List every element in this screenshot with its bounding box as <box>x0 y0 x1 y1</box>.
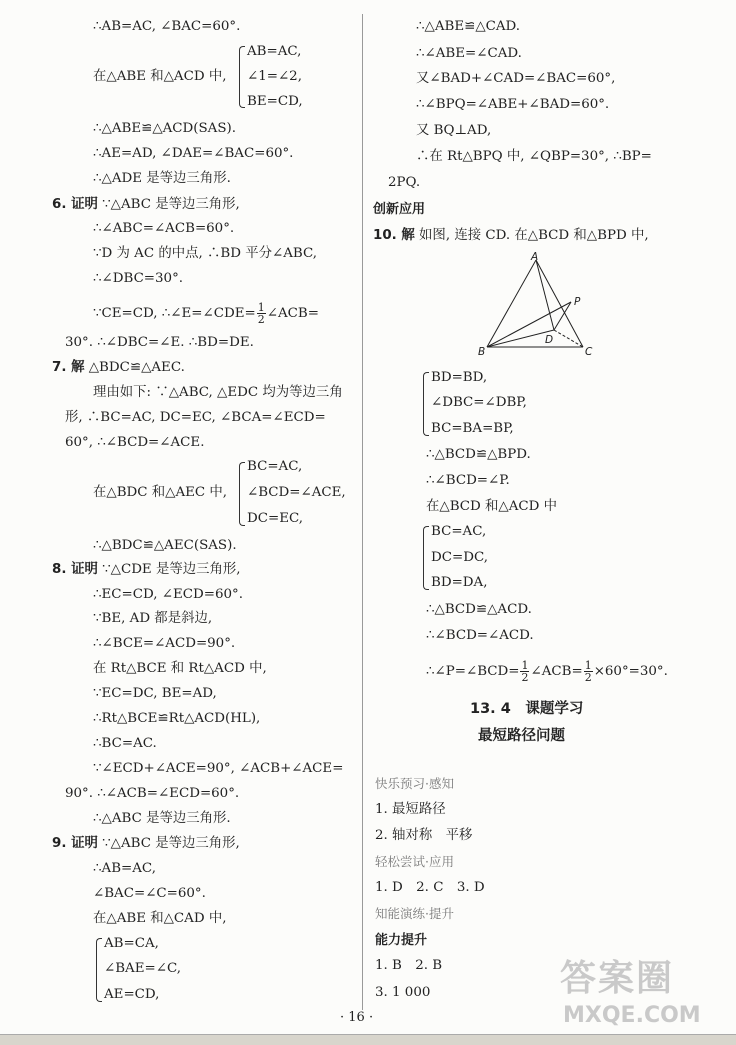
section-heading: 创新应用 <box>373 202 426 217</box>
text-line: 又∠BAD+∠CAD=∠BAC=60°, <box>416 71 616 86</box>
problem-number: 6. 证明 <box>52 197 98 212</box>
section-subtitle: 最短路径问题 <box>478 728 565 744</box>
text-line: 60°, ∴∠BCD=∠ACE. <box>65 435 205 450</box>
answer-line: 3. 1 000 <box>375 985 431 1000</box>
system-brace <box>239 462 245 526</box>
point-label-b: B <box>478 346 486 358</box>
brace-item: BD=DA, <box>431 575 488 590</box>
brace-item: ∠BCD=∠ACE, <box>247 485 346 500</box>
text-segment: ×60°=30°. <box>593 664 668 679</box>
text-line: 又 BQ⊥AD, <box>416 123 492 138</box>
text-line: ∴Rt△BCE≌Rt△ACD(HL), <box>93 711 261 726</box>
text-segment: ∠ACB= <box>530 664 583 679</box>
problem-8 <box>52 561 241 579</box>
text-line: ∴△ABC 是等边三角形. <box>93 811 231 826</box>
text-line: ∵BE, AD 都是斜边, <box>93 611 213 626</box>
problem-6 <box>52 196 240 214</box>
subsection-heading: 能力提升 <box>375 933 428 948</box>
problem-number: 7. 解 <box>52 360 85 375</box>
brace-item: BC=BA=BP, <box>431 421 514 436</box>
point-label-d: D <box>545 334 554 346</box>
problem-number: 8. 证明 <box>52 562 98 577</box>
problem-7 <box>52 359 185 377</box>
text-line: ∴∠BCD=∠ACD. <box>426 628 534 643</box>
bottom-edge <box>0 1034 736 1045</box>
text-line: ∵D 为 AC 的中点, ∴BD 平分∠ABC, <box>93 246 318 261</box>
point-label-a: A <box>531 251 539 263</box>
brace-item: AB=AC, <box>247 44 302 59</box>
text-line: ∴AE=AD, ∠DAE=∠BAC=60°. <box>93 146 294 161</box>
fraction: $\frac{1}{2}$ <box>257 301 265 326</box>
text-line: ∵△CDE 是等边三角形, <box>102 562 241 577</box>
text-line: ∴∠ABC=∠ACB=60°. <box>93 221 235 236</box>
text-line: 在△ABE 和△CAD 中, <box>93 911 227 926</box>
brace-item: ∠BAE=∠C, <box>104 961 181 976</box>
text-line: ∵△ABC 是等边三角形, <box>102 836 240 851</box>
fraction-line <box>426 659 668 685</box>
text-line: ∴AB=AC, <box>93 861 156 876</box>
text-line: ∴△ABE≌△ACD(SAS). <box>93 121 236 136</box>
text-line: ∵∠ECD+∠ACE=90°, ∠ACB+∠ACE= <box>93 761 344 776</box>
text-line: 在 Rt△BCE 和 Rt△ACD 中, <box>93 661 267 676</box>
text-line: ∴∠BCE=∠ACD=90°. <box>93 636 236 651</box>
answer-line: 1. 最短路径 <box>375 802 446 817</box>
brace-item: BD=BD, <box>431 370 488 385</box>
text-line: 在△BDC 和△AEC 中, <box>93 485 228 500</box>
text-line: ∴∠ABE=∠CAD. <box>416 46 522 61</box>
answer-line: 1. B 2. B <box>375 958 443 973</box>
section-title: 13. 4 课题学习 <box>470 701 584 717</box>
text-line: ∵△ABC 是等边三角形, <box>102 197 240 212</box>
brace-item: BC=AC, <box>431 524 487 539</box>
brace-item: BC=AC, <box>247 459 303 474</box>
watermark-url: MXQE.COM <box>563 1003 701 1028</box>
brace-item: DC=EC, <box>247 511 304 526</box>
text-segment: ∠ACB= <box>266 306 319 321</box>
problem-number: 10. 解 <box>373 228 415 243</box>
text-line: ∴AB=AC, ∠BAC=60°. <box>93 19 241 34</box>
brace-item: BE=CD, <box>247 94 303 109</box>
answer-line: 1. D 2. C 3. D <box>375 880 485 895</box>
system-brace <box>96 938 102 1002</box>
brace-item: ∠1=∠2, <box>247 69 302 84</box>
text-line: ∴△ABE≌△CAD. <box>416 19 521 34</box>
point-label-p: P <box>574 296 581 308</box>
text-line: 在△ABE 和△ACD 中, <box>93 69 227 84</box>
text-line: △BDC≌△AEC. <box>88 360 185 375</box>
fraction: $\frac{1}{2}$ <box>521 659 529 684</box>
subsection-heading: 轻松尝试·应用 <box>375 854 454 869</box>
brace-item: AB=CA, <box>104 936 159 951</box>
system-brace <box>423 526 429 590</box>
text-line: ∴在 Rt△BPQ 中, ∠QBP=30°, ∴BP= <box>416 149 652 164</box>
text-line: 理由如下: ∵△ABC, △EDC 均为等边三角 <box>93 385 343 400</box>
brace-item: ∠DBC=∠DBP, <box>431 395 527 410</box>
brace-item: AE=CD, <box>104 987 160 1002</box>
page-number: · 16 · <box>340 1010 374 1025</box>
problem-9 <box>52 835 240 853</box>
text-line: ∴△BDC≌△AEC(SAS). <box>93 538 237 553</box>
text-line: ∴∠BPQ=∠ABE+∠BAD=60°. <box>416 97 610 112</box>
text-line: ∴BC=AC. <box>93 736 157 751</box>
subsection-heading: 快乐预习·感知 <box>375 776 454 791</box>
problem-10 <box>373 227 649 245</box>
problem-number: 9. 证明 <box>52 836 98 851</box>
subsection-heading: 知能演练·提升 <box>375 906 454 921</box>
text-segment: ∴∠P=∠BCD= <box>426 664 520 679</box>
text-line: ∠BAC=∠C=60°. <box>93 886 206 901</box>
text-line: ∴∠DBC=30°. <box>93 271 184 286</box>
text-line: 在△BCD 和△ACD 中 <box>426 499 558 514</box>
point-label-c: C <box>585 346 593 358</box>
system-brace <box>239 46 245 108</box>
answer-line: 2. 轴对称 平移 <box>375 828 473 843</box>
text-line: 90°. ∴∠ACB=∠ECD=60°. <box>65 786 240 801</box>
watermark-logo: 答案圈 <box>560 958 675 999</box>
text-line: 30°. ∴∠DBC=∠E. ∴BD=DE. <box>65 335 254 350</box>
geometry-figure <box>470 250 600 360</box>
segment-bd <box>487 330 554 347</box>
text-line: ∴△BCD≌△BPD. <box>426 447 531 462</box>
brace-item: DC=DC, <box>431 550 488 565</box>
text-line: 2PQ. <box>388 175 421 190</box>
text-line: ∵EC=DC, BE=AD, <box>93 686 217 701</box>
fraction-line <box>93 301 319 327</box>
text-line: ∴△BCD≌△ACD. <box>426 602 532 617</box>
column-divider <box>362 14 363 1010</box>
text-line: ∴△ADE 是等边三角形. <box>93 171 231 186</box>
text-line: 形, ∴BC=AC, DC=EC, ∠BCA=∠ECD= <box>65 410 326 425</box>
text-segment: ∵CE=CD, ∴∠E=∠CDE= <box>93 306 256 321</box>
fraction: $\frac{1}{2}$ <box>584 659 592 684</box>
text-line: 如图, 连接 CD. 在△BCD 和△BPD 中, <box>419 228 649 243</box>
text-line: ∴∠BCD=∠P. <box>426 473 510 488</box>
text-line: ∴EC=CD, ∠ECD=60°. <box>93 587 243 602</box>
system-brace <box>423 372 429 436</box>
